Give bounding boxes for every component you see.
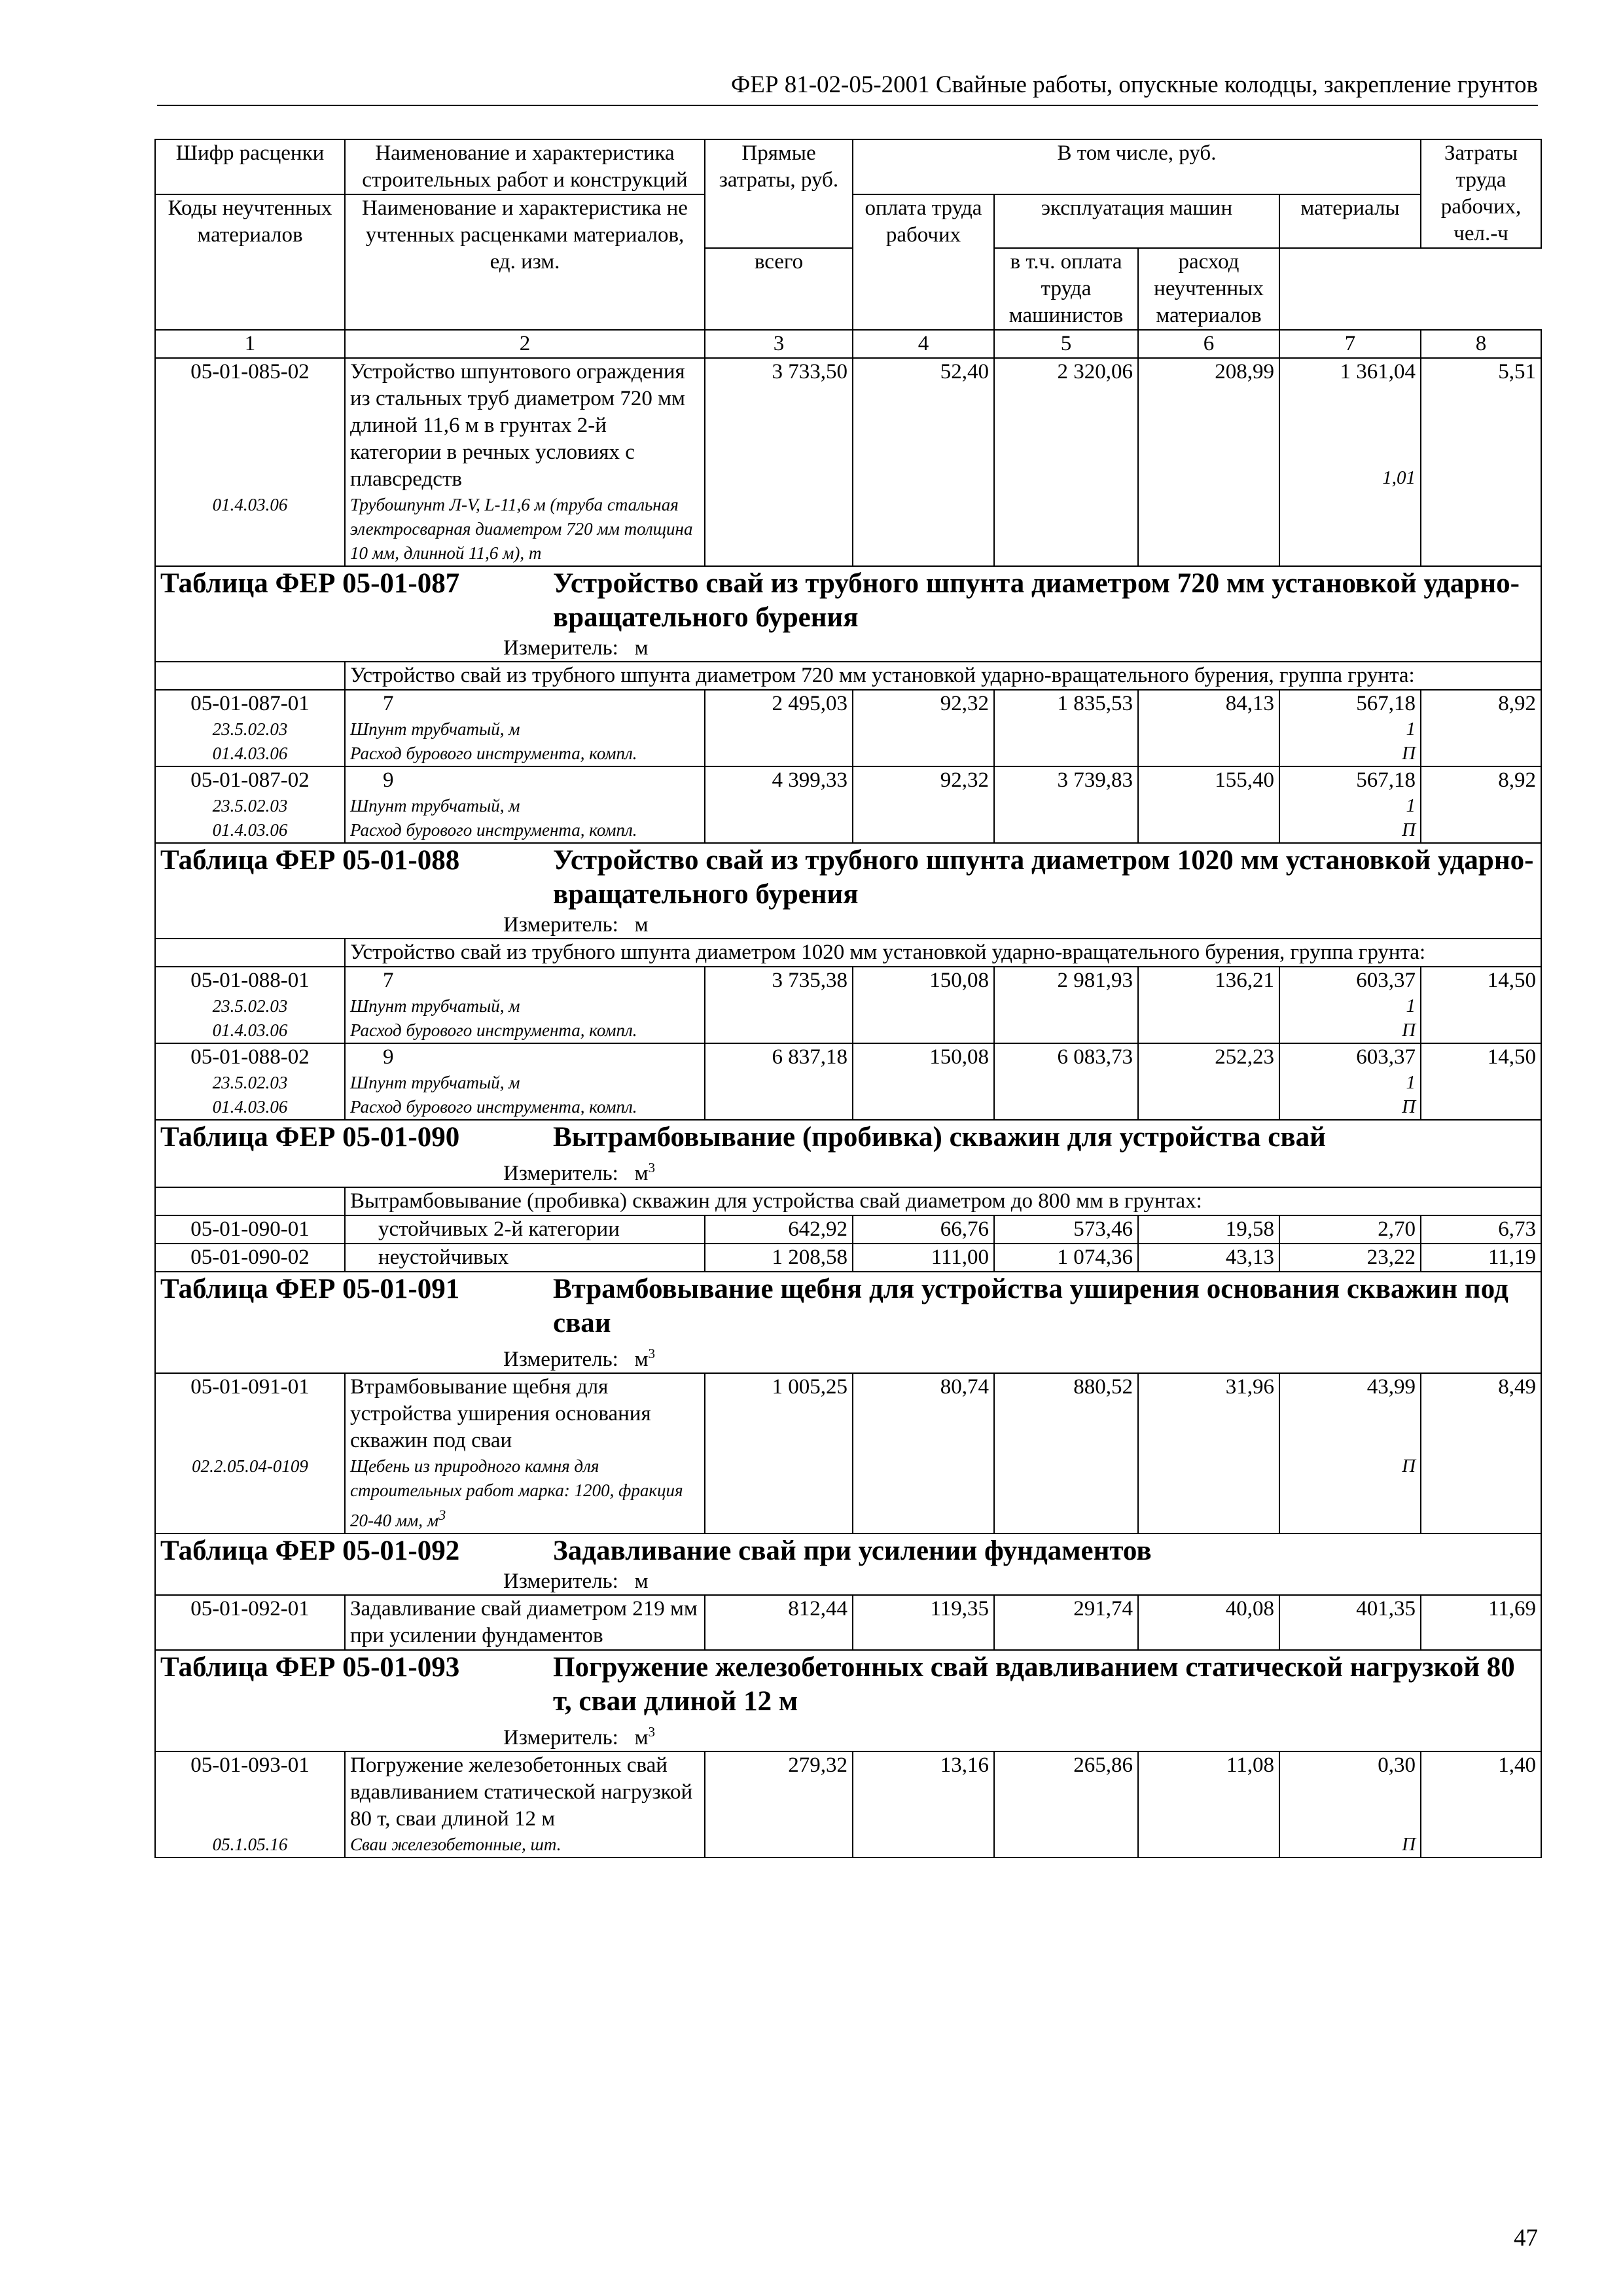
material-quantity: 1 [1406, 996, 1416, 1016]
rate-code: 05-01-087-02 [190, 768, 310, 792]
table-section-093 [155, 1650, 1541, 1751]
material-name: Шпунт трубчатый, м [350, 719, 520, 739]
column-number: 8 [1421, 330, 1541, 358]
table-row [155, 1751, 1541, 1857]
caption-row [155, 662, 1541, 690]
caption-row [155, 1187, 1541, 1215]
operators-pay: 19,58 [1138, 1215, 1279, 1244]
material-code: 23.5.02.03 [212, 719, 288, 739]
table-label: Таблица ФЕР 05-01-090 [160, 1122, 460, 1153]
table-row [155, 1244, 1541, 1272]
unit-label: Измеритель: [503, 1348, 618, 1371]
material-name: Расход бурового инструмента, компл. [350, 744, 637, 763]
table-label: Таблица ФЕР 05-01-092 [160, 1535, 460, 1566]
material-quantity: 1 [1406, 719, 1416, 740]
direct-cost: 3 733,50 [705, 358, 853, 566]
header-machines-total: всего [705, 248, 853, 330]
labor-pay: 66,76 [853, 1215, 994, 1244]
materials-cost: 401,35 [1279, 1595, 1421, 1650]
material-code: 01.4.03.06 [212, 820, 288, 840]
unit-exponent: 3 [648, 1346, 655, 1361]
work-name: Задавливание свай диаметром 219 мм при усилении фундаментов [345, 1595, 705, 1650]
unit-value: м [634, 1726, 649, 1749]
direct-cost: 2 495,03 [705, 690, 853, 766]
direct-cost: 642,92 [705, 1215, 853, 1244]
material-quantity: 1,01 [1382, 467, 1416, 488]
unit-value: м [634, 636, 649, 660]
header-material-codes: Коды неучтенных материалов [155, 194, 345, 330]
material-quantity: 1 [1406, 1072, 1416, 1093]
table-title: Втрамбовывание щебня для устройства уширения основания скважин под сваи [553, 1274, 1508, 1338]
labor-hours: 14,50 [1421, 967, 1541, 1043]
material-name: Сваи железобетонные, шт. [350, 1835, 562, 1854]
table-row [155, 1215, 1541, 1244]
table-title: Устройство свай из трубного шпунта диаметром 720 мм установкой ударно-вращательного бурения [553, 568, 1520, 633]
machines-total: 1 074,36 [994, 1244, 1138, 1272]
machines-total: 1 835,53 [994, 690, 1138, 766]
work-name: Погружение железобетонных свай вдавливанием статической нагрузкой 80 т, сваи длиной 12 м [350, 1753, 693, 1831]
material-quantity: П [1402, 819, 1416, 840]
machines-total: 265,86 [994, 1751, 1138, 1857]
machines-total: 573,46 [994, 1215, 1138, 1244]
rate-code: 05-01-088-01 [190, 969, 310, 992]
direct-cost: 1 208,58 [705, 1244, 853, 1272]
labor-hours: 8,92 [1421, 766, 1541, 843]
table-row [155, 967, 1541, 1043]
unit-value: м [634, 1348, 649, 1371]
machines-total: 2 320,06 [994, 358, 1138, 566]
table-row [155, 1373, 1541, 1534]
unit-label: Измеритель: [503, 913, 618, 937]
material-name: Шпунт трубчатый, м [350, 796, 520, 816]
machines-total: 3 739,83 [994, 766, 1138, 843]
labor-pay: 150,08 [853, 967, 994, 1043]
table-title: Погружение железобетонных свай вдавливанием статической нагрузкой 80 т, сваи длиной 12 м [553, 1652, 1515, 1717]
work-name: 9 [383, 1045, 394, 1069]
header-work-name: Наименование и характеристика строительных работ и конструкций [345, 139, 705, 194]
table-caption: Устройство свай из трубного шпунта диаметром 720 мм установкой ударно-вращательного бурения, группа грунта: [345, 662, 1541, 690]
unit-exponent: 3 [648, 1160, 655, 1175]
unit-value: м [634, 1570, 649, 1593]
rate-code: 05-01-093-01 [190, 1753, 310, 1777]
work-name: неустойчивых [345, 1244, 705, 1272]
machines-total: 291,74 [994, 1595, 1138, 1650]
operators-pay: 155,40 [1138, 766, 1279, 843]
table-row [155, 1595, 1541, 1650]
unit-value: м [634, 1162, 649, 1185]
operators-pay: 11,08 [1138, 1751, 1279, 1857]
direct-cost: 1 005,25 [705, 1373, 853, 1534]
table-section-088 [155, 843, 1541, 939]
labor-pay: 80,74 [853, 1373, 994, 1534]
materials-cost: 567,18 [1356, 768, 1416, 792]
direct-cost: 3 735,38 [705, 967, 853, 1043]
labor-hours: 11,19 [1421, 1244, 1541, 1272]
material-name: Трубошпунт Л-V, L-11,6 м (труба стальная электросварная диаметром 720 мм толщина 10 мм, длинной 11,6 м), т [350, 495, 693, 563]
header-direct-costs: Прямые затраты, руб. [705, 139, 853, 248]
material-code: 01.4.03.06 [212, 1020, 288, 1040]
table-caption: Вытрамбовывание (пробивка) скважин для устройства свай диаметром до 800 мм в грунтах: [345, 1187, 1541, 1215]
labor-hours: 8,92 [1421, 690, 1541, 766]
header-labor-pay: оплата труда рабочих [853, 194, 994, 330]
unit-label: Измеритель: [503, 1726, 618, 1749]
labor-hours: 8,49 [1421, 1373, 1541, 1534]
material-unit-exponent: 3 [438, 1507, 446, 1523]
machines-total: 880,52 [994, 1373, 1138, 1534]
table-section-087 [155, 566, 1541, 662]
labor-hours: 6,73 [1421, 1215, 1541, 1244]
rate-code: 05-01-087-01 [190, 692, 310, 715]
material-name: Расход бурового инструмента, компл. [350, 1097, 637, 1117]
table-title: Устройство свай из трубного шпунта диаметром 1020 мм установкой ударно-вращательного бурения [553, 845, 1534, 910]
header-operators-pay: в т.ч. оплата труда машинистов [994, 248, 1138, 330]
material-code: 01.4.03.06 [212, 495, 288, 514]
machines-total: 6 083,73 [994, 1043, 1138, 1120]
work-name: Устройство шпунтового ограждения из стальных труб диаметром 720 мм длиной 11,6 м в грунтах 2-й категории в речных условиях с плавсредств [350, 360, 685, 491]
labor-pay: 92,32 [853, 690, 994, 766]
operators-pay: 40,08 [1138, 1595, 1279, 1650]
column-number: 3 [705, 330, 853, 358]
labor-pay: 52,40 [853, 358, 994, 566]
table-label: Таблица ФЕР 05-01-088 [160, 845, 460, 876]
table-title: Вытрамбовывание (пробивка) скважин для устройства свай [553, 1122, 1326, 1153]
column-number: 6 [1138, 330, 1279, 358]
material-quantity: П [1402, 743, 1416, 764]
materials-cost: 2,70 [1279, 1215, 1421, 1244]
work-name: 7 [383, 692, 394, 715]
materials-cost: 0,30 [1378, 1753, 1416, 1777]
labor-pay: 13,16 [853, 1751, 994, 1857]
material-name: Расход бурового инструмента, компл. [350, 820, 637, 840]
table-row [155, 766, 1541, 843]
running-head: ФЕР 81-02-05-2001 Свайные работы, опускные колодцы, закрепление грунтов [731, 71, 1538, 98]
operators-pay: 252,23 [1138, 1043, 1279, 1120]
labor-pay: 119,35 [853, 1595, 994, 1650]
unit-label: Измеритель: [503, 1162, 618, 1185]
material-name: Шпунт трубчатый, м [350, 1073, 520, 1092]
operators-pay: 84,13 [1138, 690, 1279, 766]
header-labor-hours: Затраты труда рабочих, чел.-ч [1421, 139, 1541, 248]
material-quantity: П [1402, 1020, 1416, 1041]
table-section-090 [155, 1120, 1541, 1187]
labor-pay: 150,08 [853, 1043, 994, 1120]
labor-pay: 92,32 [853, 766, 994, 843]
column-number: 2 [345, 330, 705, 358]
unit-label: Измеритель: [503, 636, 618, 660]
material-quantity: П [1402, 1456, 1416, 1477]
material-code: 01.4.03.06 [212, 1097, 288, 1117]
labor-hours: 1,40 [1421, 1751, 1541, 1857]
header-code: Шифр расценки [155, 139, 345, 194]
table-label: Таблица ФЕР 05-01-087 [160, 568, 460, 599]
direct-cost: 812,44 [705, 1595, 853, 1650]
rate-code: 05-01-091-01 [190, 1375, 310, 1399]
material-name: Шпунт трубчатый, м [350, 996, 520, 1016]
work-name: 7 [383, 969, 394, 992]
unit-label: Измеритель: [503, 1570, 618, 1593]
materials-cost: 567,18 [1356, 692, 1416, 715]
work-name: устойчивых 2-й категории [345, 1215, 705, 1244]
labor-pay: 111,00 [853, 1244, 994, 1272]
header-row-1 [155, 139, 1541, 194]
rate-code: 05-01-090-01 [155, 1215, 345, 1244]
unit-value: м [634, 913, 649, 937]
material-quantity: П [1402, 1834, 1416, 1855]
materials-cost: 43,99 [1366, 1375, 1416, 1399]
unit-exponent: 3 [648, 1724, 655, 1740]
operators-pay: 208,99 [1138, 358, 1279, 566]
operators-pay: 43,13 [1138, 1244, 1279, 1272]
table-row [155, 1043, 1541, 1120]
material-code: 05.1.05.16 [212, 1835, 288, 1854]
material-code: 23.5.02.03 [212, 796, 288, 816]
materials-cost: 603,37 [1356, 1045, 1416, 1069]
material-name: Щебень из природного камня для строительных работ марка: 1200, фракция 20-40 мм, м [350, 1456, 683, 1530]
materials-cost: 603,37 [1356, 969, 1416, 992]
price-table [154, 139, 1542, 1858]
table-row [155, 690, 1541, 766]
table-section-091 [155, 1272, 1541, 1373]
table-title: Задавливание свай при усилении фундаментов [553, 1535, 1152, 1566]
table-label: Таблица ФЕР 05-01-091 [160, 1274, 460, 1304]
column-number: 1 [155, 330, 345, 358]
direct-cost: 279,32 [705, 1751, 853, 1857]
caption-row [155, 939, 1541, 967]
table-section-092 [155, 1534, 1541, 1595]
labor-hours: 5,51 [1421, 358, 1541, 566]
page-number: 47 [1514, 2225, 1538, 2251]
header-machines: эксплуатация машин [994, 194, 1279, 248]
rate-code: 05-01-090-02 [155, 1244, 345, 1272]
column-number: 4 [853, 330, 994, 358]
materials-cost: 23,22 [1279, 1244, 1421, 1272]
header-material-use: расход неучтенных материалов [1138, 248, 1279, 330]
material-code: 01.4.03.06 [212, 744, 288, 763]
machines-total: 2 981,93 [994, 967, 1138, 1043]
operators-pay: 136,21 [1138, 967, 1279, 1043]
table-row [155, 358, 1541, 566]
material-code: 23.5.02.03 [212, 1073, 288, 1092]
table-label: Таблица ФЕР 05-01-093 [160, 1652, 460, 1683]
column-numbers [155, 330, 1541, 358]
labor-hours: 14,50 [1421, 1043, 1541, 1120]
header-material-names: Наименование и характеристика не учтенных расценками материалов, ед. изм. [345, 194, 705, 330]
rate-code-cell [155, 358, 345, 566]
direct-cost: 4 399,33 [705, 766, 853, 843]
rate-code: 05-01-088-02 [190, 1045, 310, 1069]
work-name: 9 [383, 768, 394, 792]
column-number: 7 [1279, 330, 1421, 358]
work-name-cell [345, 358, 705, 566]
work-name: Втрамбовывание щебня для устройства уширения основания скважин под сваи [350, 1375, 651, 1452]
material-code: 02.2.05.04-0109 [192, 1456, 308, 1476]
materials-cell [1279, 358, 1421, 566]
column-number: 5 [994, 330, 1138, 358]
materials-cost: 1 361,04 [1340, 360, 1416, 384]
material-quantity: 1 [1406, 795, 1416, 816]
material-quantity: П [1402, 1096, 1416, 1117]
rate-code: 05-01-085-02 [190, 360, 310, 384]
table-caption: Устройство свай из трубного шпунта диаметром 1020 мм установкой ударно-вращательного бурения, группа грунта: [345, 939, 1541, 967]
direct-cost: 6 837,18 [705, 1043, 853, 1120]
operators-pay: 31,96 [1138, 1373, 1279, 1534]
header-materials: материалы [1279, 194, 1421, 248]
material-code: 23.5.02.03 [212, 996, 288, 1016]
material-name: Расход бурового инструмента, компл. [350, 1020, 637, 1040]
header-rule [157, 105, 1538, 106]
rate-code: 05-01-092-01 [155, 1595, 345, 1650]
labor-hours: 11,69 [1421, 1595, 1541, 1650]
header-including: В том числе, руб. [853, 139, 1421, 194]
